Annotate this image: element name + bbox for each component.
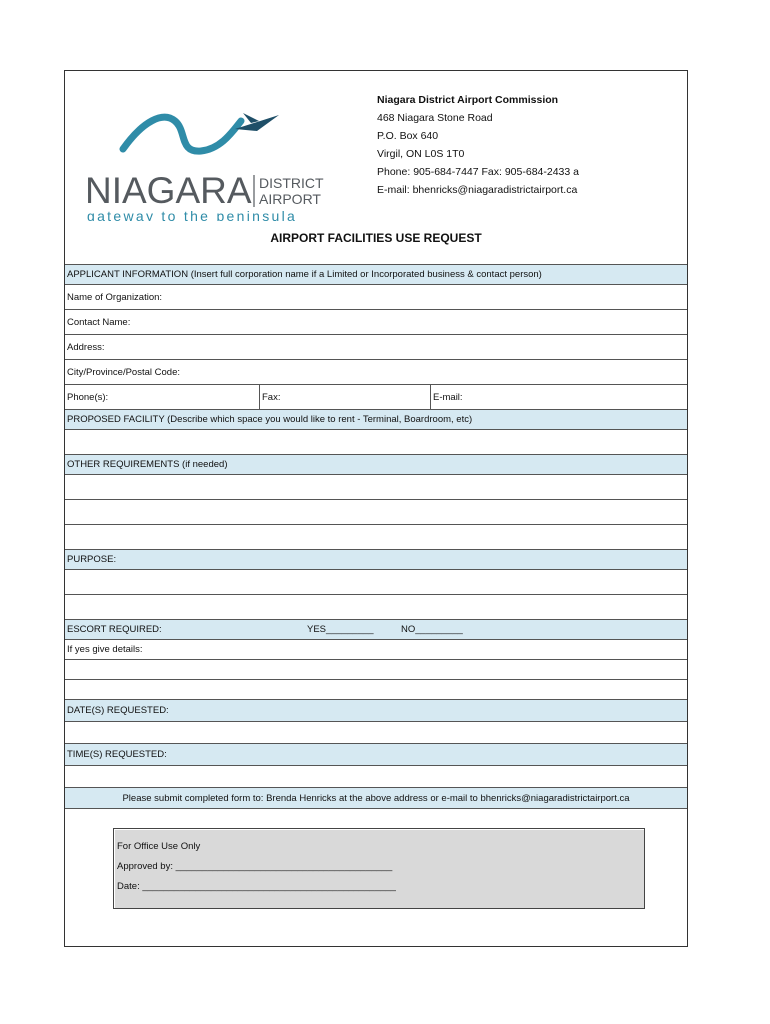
- org-name: Niagara District Airport Commission: [377, 94, 559, 106]
- niagara-airport-logo: [83, 91, 333, 221]
- purpose-line-1[interactable]: [65, 569, 687, 594]
- escort-details-label: If yes give details:: [65, 639, 687, 659]
- logo-swoosh-icon: [123, 117, 241, 151]
- logo-tagline-text: gateway to the peninsula: [87, 208, 298, 221]
- contact-email: E-mail: bhenricks@niagaradistrictairport.ca: [377, 184, 578, 196]
- logo-niagara-text: NIAGARA: [85, 170, 252, 211]
- phone-fax: Phone: 905-684-7447 Fax: 905-684-2433 a: [377, 166, 579, 178]
- address-field[interactable]: Address:: [65, 334, 687, 359]
- logo-airport-text: AIRPORT: [259, 191, 321, 207]
- escort-label: ESCORT REQUIRED:: [67, 624, 162, 635]
- address-line-1: 468 Niagara Stone Road: [377, 112, 493, 124]
- phone-field[interactable]: Phone(s):: [67, 391, 109, 403]
- office-date-field[interactable]: Date: ________________________________________________: [117, 881, 396, 892]
- facilities-request-form: [64, 70, 688, 947]
- form-title: AIRPORT FACILITIES USE REQUEST: [270, 231, 482, 245]
- escort-row: [65, 619, 687, 639]
- other-requirements-line-1[interactable]: [65, 474, 687, 499]
- fax-field[interactable]: Fax:: [259, 385, 430, 409]
- times-field[interactable]: [65, 765, 687, 787]
- purpose-header: PURPOSE:: [65, 549, 687, 569]
- city-field[interactable]: City/Province/Postal Code:: [65, 359, 687, 384]
- other-requirements-line-2[interactable]: [65, 499, 687, 524]
- approved-by-field[interactable]: Approved by: _________________________________________: [117, 861, 393, 872]
- times-header: TIME(S) REQUESTED:: [65, 743, 687, 765]
- office-use-title: For Office Use Only: [117, 841, 201, 852]
- submit-note: Please submit completed form to: Brenda Henricks at the above address or e-mail to bhenricks@niagaradistrictairport.ca: [65, 787, 687, 809]
- facility-header: PROPOSED FACILITY (Describe which space you would like to rent - Terminal, Boardroom, etc): [65, 409, 687, 429]
- facility-field[interactable]: [65, 429, 687, 454]
- other-requirements-header: OTHER REQUIREMENTS (if needed): [65, 454, 687, 474]
- escort-details-line-2[interactable]: [65, 679, 687, 699]
- address-line-3: Virgil, ON L0S 1T0: [377, 148, 465, 160]
- other-requirements-line-3[interactable]: [65, 524, 687, 549]
- address-line-2: P.O. Box 640: [377, 130, 439, 142]
- logo-graphic: [83, 91, 333, 221]
- office-use-box: [113, 828, 645, 909]
- dates-header: DATE(S) REQUESTED:: [65, 699, 687, 721]
- purpose-line-2[interactable]: [65, 594, 687, 619]
- phone-fax-email-row: [65, 384, 687, 409]
- applicant-header: APPLICANT INFORMATION (Insert full corporation name if a Limited or Incorporated business & contact person): [65, 264, 687, 284]
- email-field[interactable]: E-mail:: [430, 385, 689, 409]
- contact-name-field[interactable]: Contact Name:: [65, 309, 687, 334]
- org-name-field[interactable]: Name of Organization:: [65, 284, 687, 309]
- escort-details-line-1[interactable]: [65, 659, 687, 679]
- escort-no[interactable]: NO_________: [401, 624, 463, 635]
- logo-district-text: DISTRICT: [259, 175, 324, 191]
- dates-field[interactable]: [65, 721, 687, 743]
- escort-yes[interactable]: YES_________: [307, 624, 374, 635]
- contact-block: [377, 91, 579, 199]
